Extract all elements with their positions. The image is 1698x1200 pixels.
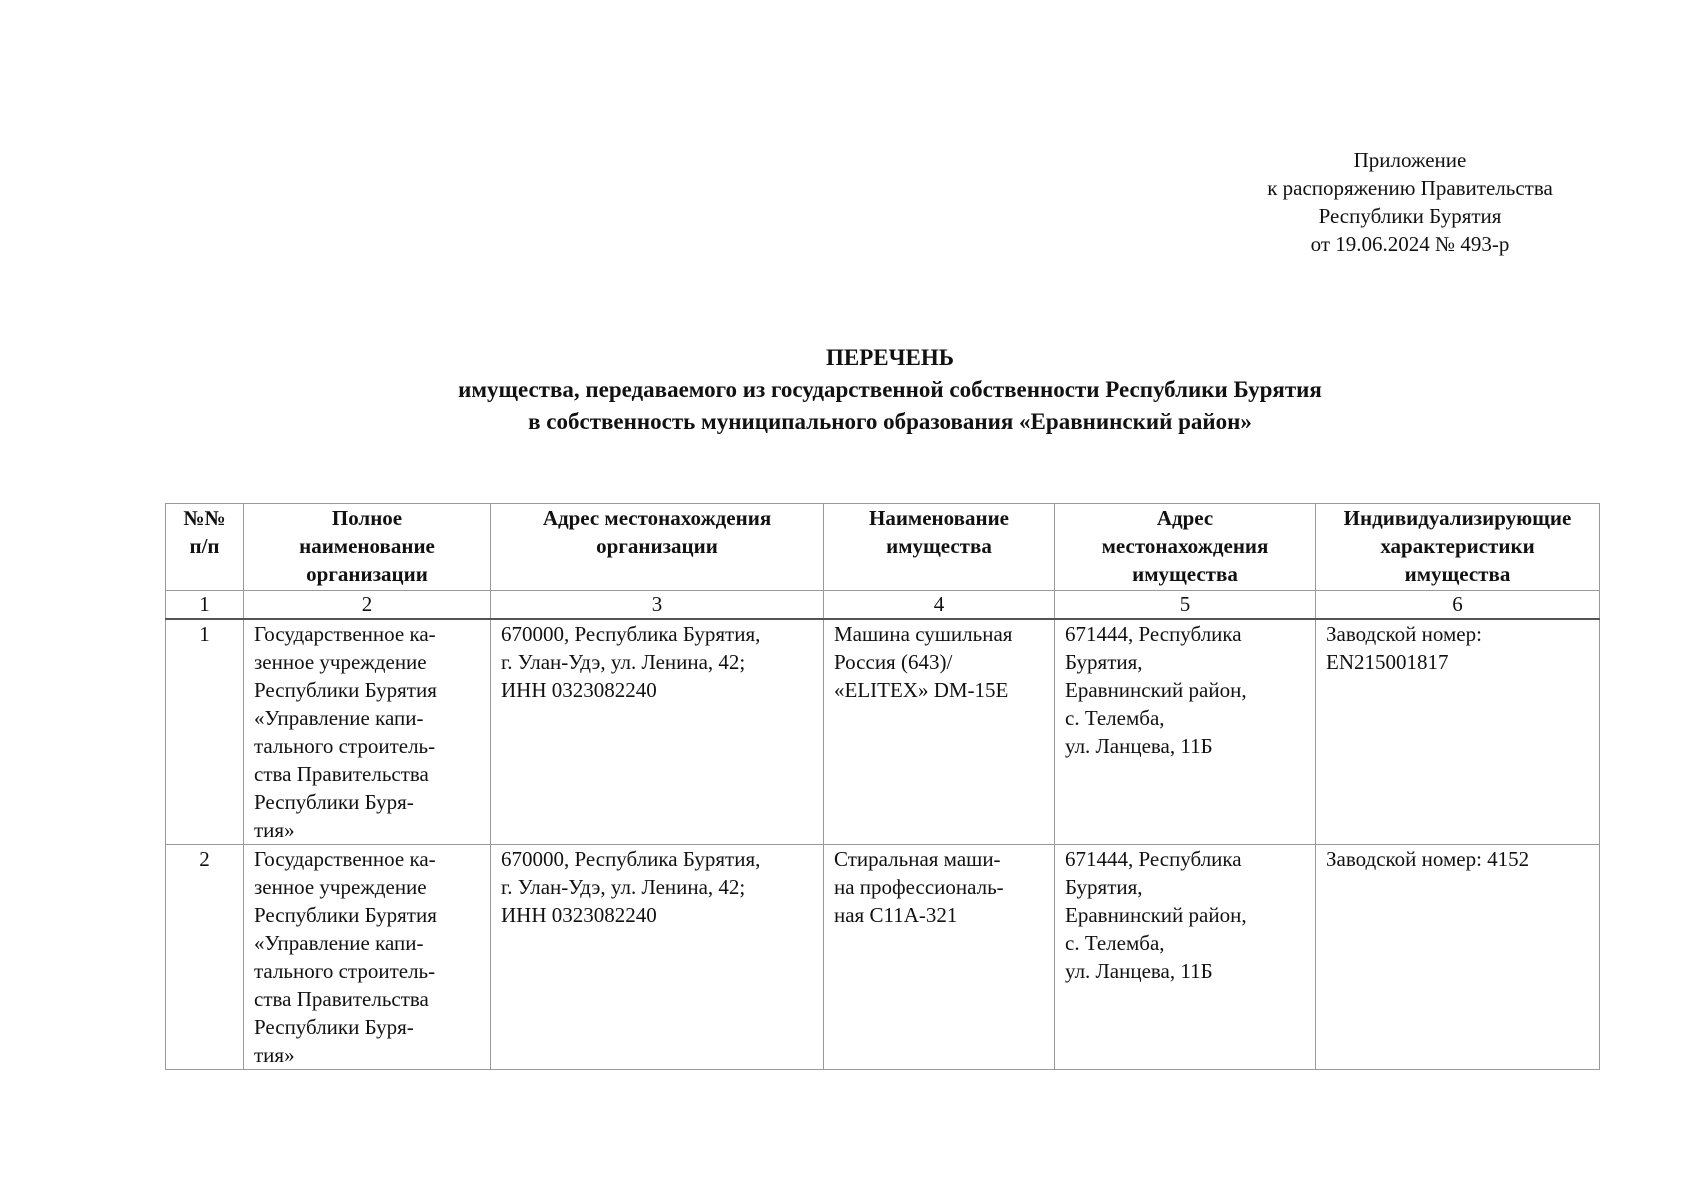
- header-line: имущества: [1404, 562, 1511, 586]
- cell-line: «ELITEX» DM-15E: [834, 678, 1009, 702]
- cell-line: «Управление капи-: [254, 706, 424, 730]
- cell-line: «Управление капи-: [254, 931, 424, 955]
- cell-line: Еравнинский район,: [1065, 903, 1247, 927]
- cell-line: тия»: [254, 818, 295, 842]
- cell-line: тального строитель-: [254, 959, 436, 983]
- cell-line: ИНН 0323082240: [501, 678, 657, 702]
- cell-line: Республики Буря-: [254, 1015, 414, 1039]
- property-name-cell: [824, 845, 1055, 1070]
- cell-line: тального строитель-: [254, 734, 436, 758]
- header-cell: [166, 504, 244, 591]
- column-number: 6: [1316, 591, 1600, 620]
- org-address-cell: [491, 619, 824, 845]
- header-line: Адрес: [1156, 506, 1214, 530]
- table-header: [166, 504, 1600, 620]
- table-row: [166, 845, 1600, 1070]
- column-number: 3: [491, 591, 824, 620]
- organization-cell: [244, 619, 491, 845]
- cell-line: ства Правительства: [254, 762, 429, 786]
- cell-line: Заводской номер: 4152: [1326, 847, 1530, 871]
- table-body: [166, 619, 1600, 1070]
- header-line: Индивидуализирующие: [1343, 506, 1572, 530]
- cell-line: тия»: [254, 1043, 295, 1067]
- characteristics-cell: [1316, 845, 1600, 1070]
- cell-line: зенное учреждение: [254, 650, 427, 674]
- header-line: организации: [306, 562, 428, 586]
- header-line: характеристики: [1380, 534, 1535, 558]
- cell-line: 671444, Республика: [1065, 847, 1242, 871]
- cell-line: с. Телемба,: [1065, 931, 1165, 955]
- header-line: организации: [596, 534, 718, 558]
- cell-line: на профессиональ-: [834, 875, 1004, 899]
- header-line: наименование: [299, 534, 435, 558]
- cell-line: Бурятия,: [1065, 875, 1143, 899]
- row-number: 2: [166, 845, 244, 1070]
- cell-line: ул. Ланцева, 11Б: [1065, 734, 1213, 758]
- row-number: 1: [166, 619, 244, 845]
- cell-line: ная C11A-321: [834, 903, 958, 927]
- header-line: имущества: [1132, 562, 1238, 586]
- column-number-row: [166, 591, 1600, 620]
- cell-line: EN215001817: [1326, 650, 1449, 674]
- cell-line: Республики Бурятия: [254, 678, 437, 702]
- property-address-cell: [1055, 845, 1316, 1070]
- cell-line: Республики Бурятия: [254, 903, 437, 927]
- appendix-date-number: от 19.06.2024 № 493-р: [1310, 232, 1510, 256]
- cell-line: Машина сушильная: [834, 622, 1013, 646]
- cell-line: зенное учреждение: [254, 875, 427, 899]
- cell-line: Государственное ка-: [254, 847, 436, 871]
- cell-line: Россия (643)/: [834, 650, 953, 674]
- header-line: Полное: [331, 506, 403, 530]
- column-number: 2: [244, 591, 491, 620]
- header-line: имущества: [886, 534, 992, 558]
- org-address-cell: [491, 845, 824, 1070]
- cell-line: Заводской номер:: [1326, 622, 1482, 646]
- property-name-cell: [824, 619, 1055, 845]
- cell-line: ул. Ланцева, 11Б: [1065, 959, 1213, 983]
- cell-line: ства Правительства: [254, 987, 429, 1011]
- cell-line: Республики Буря-: [254, 790, 414, 814]
- organization-cell: [244, 845, 491, 1070]
- cell-line: Еравнинский район,: [1065, 678, 1247, 702]
- cell-line: 671444, Республика: [1065, 622, 1242, 646]
- appendix-line: Республики Бурятия: [1318, 204, 1502, 228]
- cell-line: 670000, Республика Бурятия,: [501, 847, 761, 871]
- cell-line: 670000, Республика Бурятия,: [501, 622, 761, 646]
- column-number: 4: [824, 591, 1055, 620]
- header-cell: [491, 504, 824, 591]
- document-heading: [160, 342, 1620, 438]
- table-row: [166, 619, 1600, 845]
- cell-line: Стиральная маши-: [834, 847, 1001, 871]
- document-subtitle: имущества, передаваемого из государственной собственности Республики Бурятия: [458, 377, 1322, 402]
- characteristics-cell: [1316, 619, 1600, 845]
- header-line: местонахождения: [1101, 534, 1269, 558]
- header-line: №№: [183, 506, 226, 530]
- cell-line: Государственное ка-: [254, 622, 436, 646]
- appendix-line: Приложение: [1353, 148, 1467, 172]
- cell-line: г. Улан-Удэ, ул. Ленина, 42;: [501, 875, 746, 899]
- column-number: 1: [166, 591, 244, 620]
- header-cell: [1316, 504, 1600, 591]
- appendix-line: к распоряжению Правительства: [1267, 176, 1553, 200]
- document-title: ПЕРЕЧЕНЬ: [826, 345, 954, 370]
- appendix-block: [1240, 146, 1580, 258]
- cell-line: г. Улан-Удэ, ул. Ленина, 42;: [501, 650, 746, 674]
- header-cell: [824, 504, 1055, 591]
- header-cell: [1055, 504, 1316, 591]
- header-cell: [244, 504, 491, 591]
- property-table: [165, 503, 1600, 1070]
- property-address-cell: [1055, 619, 1316, 845]
- cell-line: Бурятия,: [1065, 650, 1143, 674]
- header-line: Адрес местонахождения: [542, 506, 772, 530]
- document-subtitle: в собственность муниципального образования «Еравнинский район»: [528, 409, 1252, 434]
- cell-line: с. Телемба,: [1065, 706, 1165, 730]
- header-line: Наименование: [869, 506, 1009, 530]
- column-number: 5: [1055, 591, 1316, 620]
- header-line: п/п: [189, 534, 220, 558]
- cell-line: ИНН 0323082240: [501, 903, 657, 927]
